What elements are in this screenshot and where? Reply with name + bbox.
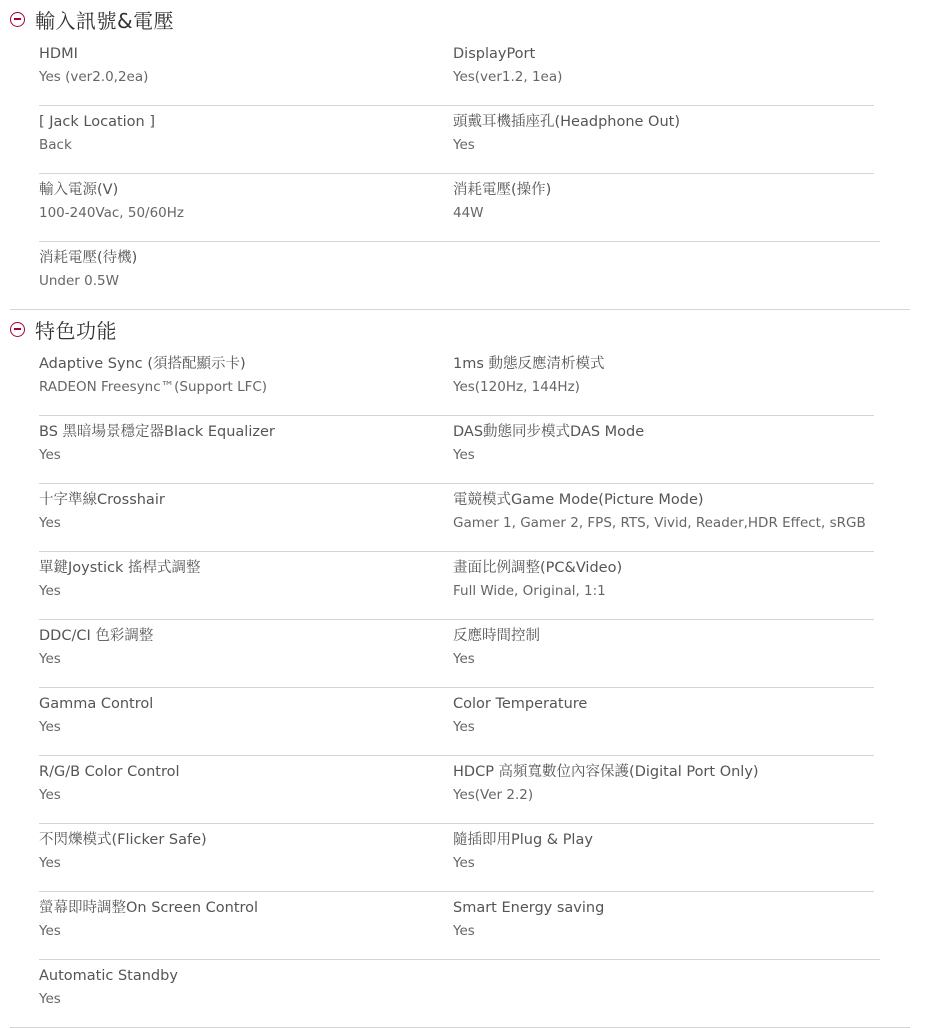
- spec-value: Yes: [39, 651, 61, 667]
- section-header[interactable]: [0, 310, 925, 348]
- spec-item: [39, 44, 453, 105]
- spec-item: [453, 44, 874, 105]
- spec-value: Yes: [39, 787, 61, 803]
- spec-value: Yes: [39, 923, 61, 939]
- spec-row: [39, 242, 874, 309]
- spec-value: Yes(ver1.2, 1ea): [453, 69, 563, 85]
- spec-value: Yes: [39, 991, 61, 1007]
- spec-item: [453, 112, 874, 173]
- spec-item: [453, 762, 874, 823]
- spec-value: Yes(120Hz, 144Hz): [453, 379, 580, 395]
- spec-item: [453, 626, 874, 687]
- spec-label: 輸入電源(V): [39, 182, 119, 198]
- spec-value: Full Wide, Original, 1:1: [453, 583, 606, 599]
- spec-value: Yes: [39, 583, 61, 599]
- spec-value: Yes: [39, 447, 61, 463]
- section-title: 輸入訊號&電壓: [35, 8, 175, 33]
- spec-label: Smart Energy saving: [453, 900, 605, 916]
- spec-item: [39, 354, 453, 415]
- spec-row: [39, 960, 874, 1027]
- spec-row: [39, 892, 880, 960]
- spec-item: [39, 898, 453, 959]
- spec-rows: [0, 348, 925, 1027]
- spec-value: RADEON Freesync™(Support LFC): [39, 379, 268, 395]
- spec-label: R/G/B Color Control: [39, 764, 180, 780]
- spec-label: 消耗電壓(操作): [453, 182, 552, 198]
- spec-label: 畫面比例調整(PC&Video): [453, 560, 623, 576]
- minus-circle-icon[interactable]: [10, 12, 25, 27]
- spec-label: 1ms 動態反應清析模式: [453, 356, 605, 372]
- spec-label: 螢幕即時調整On Screen Control: [39, 900, 259, 916]
- spec-row: [39, 174, 880, 242]
- spec-value: Yes: [453, 447, 475, 463]
- spec-section: [0, 310, 925, 1028]
- spec-label: Automatic Standby: [39, 968, 178, 984]
- spec-rows: [0, 38, 925, 309]
- section-header[interactable]: [0, 0, 925, 38]
- spec-item: [39, 830, 453, 891]
- spec-item: [39, 490, 453, 551]
- spec-row: [39, 552, 874, 620]
- spec-item: [453, 490, 874, 551]
- spec-row: [39, 756, 874, 824]
- spec-row: [39, 484, 874, 552]
- spec-value: Yes: [453, 719, 475, 735]
- spec-section: [0, 0, 925, 310]
- spec-label: 不閃爍模式(Flicker Safe): [39, 832, 207, 848]
- spec-item: [39, 626, 453, 687]
- spec-value: Gamer 1, Gamer 2, FPS, RTS, Vivid, Reader,HDR Effect, sRGB: [453, 515, 866, 531]
- spec-item: [39, 112, 453, 173]
- spec-item: [453, 180, 880, 241]
- spec-label: 隨插即用Plug & Play: [453, 832, 593, 848]
- spec-value: 100-240Vac, 50/60Hz: [39, 205, 185, 221]
- spec-label: HDMI: [39, 46, 78, 62]
- spec-item: [39, 422, 453, 483]
- spec-value: Yes: [39, 719, 61, 735]
- spec-label: 十字準線Crosshair: [39, 492, 165, 508]
- spec-item: [39, 558, 453, 619]
- spec-label: DDC/CI 色彩調整: [39, 628, 154, 644]
- spec-row: [39, 38, 874, 106]
- spec-value: Yes (ver2.0,2ea): [39, 69, 149, 85]
- spec-label: 消耗電壓(待機): [39, 250, 138, 266]
- spec-row: [39, 688, 874, 756]
- spec-value: 44W: [453, 205, 484, 221]
- spec-value: Yes: [453, 855, 475, 871]
- spec-label: [ Jack Location ]: [39, 114, 155, 130]
- spec-item: [39, 248, 453, 309]
- spec-value: Yes(Ver 2.2): [453, 787, 534, 803]
- spec-item: [39, 966, 453, 1027]
- spec-item: [453, 694, 874, 755]
- spec-label: HDCP 高頻寬數位內容保護(Digital Port Only): [453, 764, 759, 780]
- spec-label: Gamma Control: [39, 696, 154, 712]
- spec-item: [39, 694, 453, 755]
- spec-value: Under 0.5W: [39, 273, 119, 289]
- spec-item: [453, 354, 874, 415]
- spec-row: [39, 106, 874, 174]
- spec-label: DisplayPort: [453, 46, 536, 62]
- spec-row: [39, 620, 874, 688]
- spec-row: [39, 348, 874, 416]
- spec-value: Yes: [453, 651, 475, 667]
- spec-label: 頭戴耳機插座孔(Headphone Out): [453, 114, 681, 130]
- spec-item: [453, 898, 880, 959]
- spec-label: 單鍵Joystick 搖桿式調整: [39, 560, 201, 576]
- spec-value: Yes: [39, 855, 61, 871]
- spec-row: [39, 824, 874, 892]
- spec-label: BS 黑暗場景穩定器Black Equalizer: [39, 424, 275, 440]
- spec-value: Yes: [453, 923, 475, 939]
- spec-row: [39, 416, 874, 484]
- spec-value: Back: [39, 137, 72, 153]
- spec-item: [453, 558, 874, 619]
- spec-item: [39, 762, 453, 823]
- spec-value: Yes: [453, 137, 475, 153]
- spec-item: [453, 830, 874, 891]
- spec-value: Yes: [39, 515, 61, 531]
- spec-label: 電競模式Game Mode(Picture Mode): [453, 492, 704, 508]
- spec-label: 反應時間控制: [453, 628, 540, 644]
- minus-circle-icon[interactable]: [10, 322, 25, 337]
- spec-label: DAS動態同步模式DAS Mode: [453, 424, 645, 440]
- spec-label: Adaptive Sync (須搭配顯示卡): [39, 356, 246, 372]
- spec-item: [453, 422, 874, 483]
- section-title: 特色功能: [35, 318, 117, 343]
- spec-label: Color Temperature: [453, 696, 588, 712]
- spec-item: [39, 180, 453, 241]
